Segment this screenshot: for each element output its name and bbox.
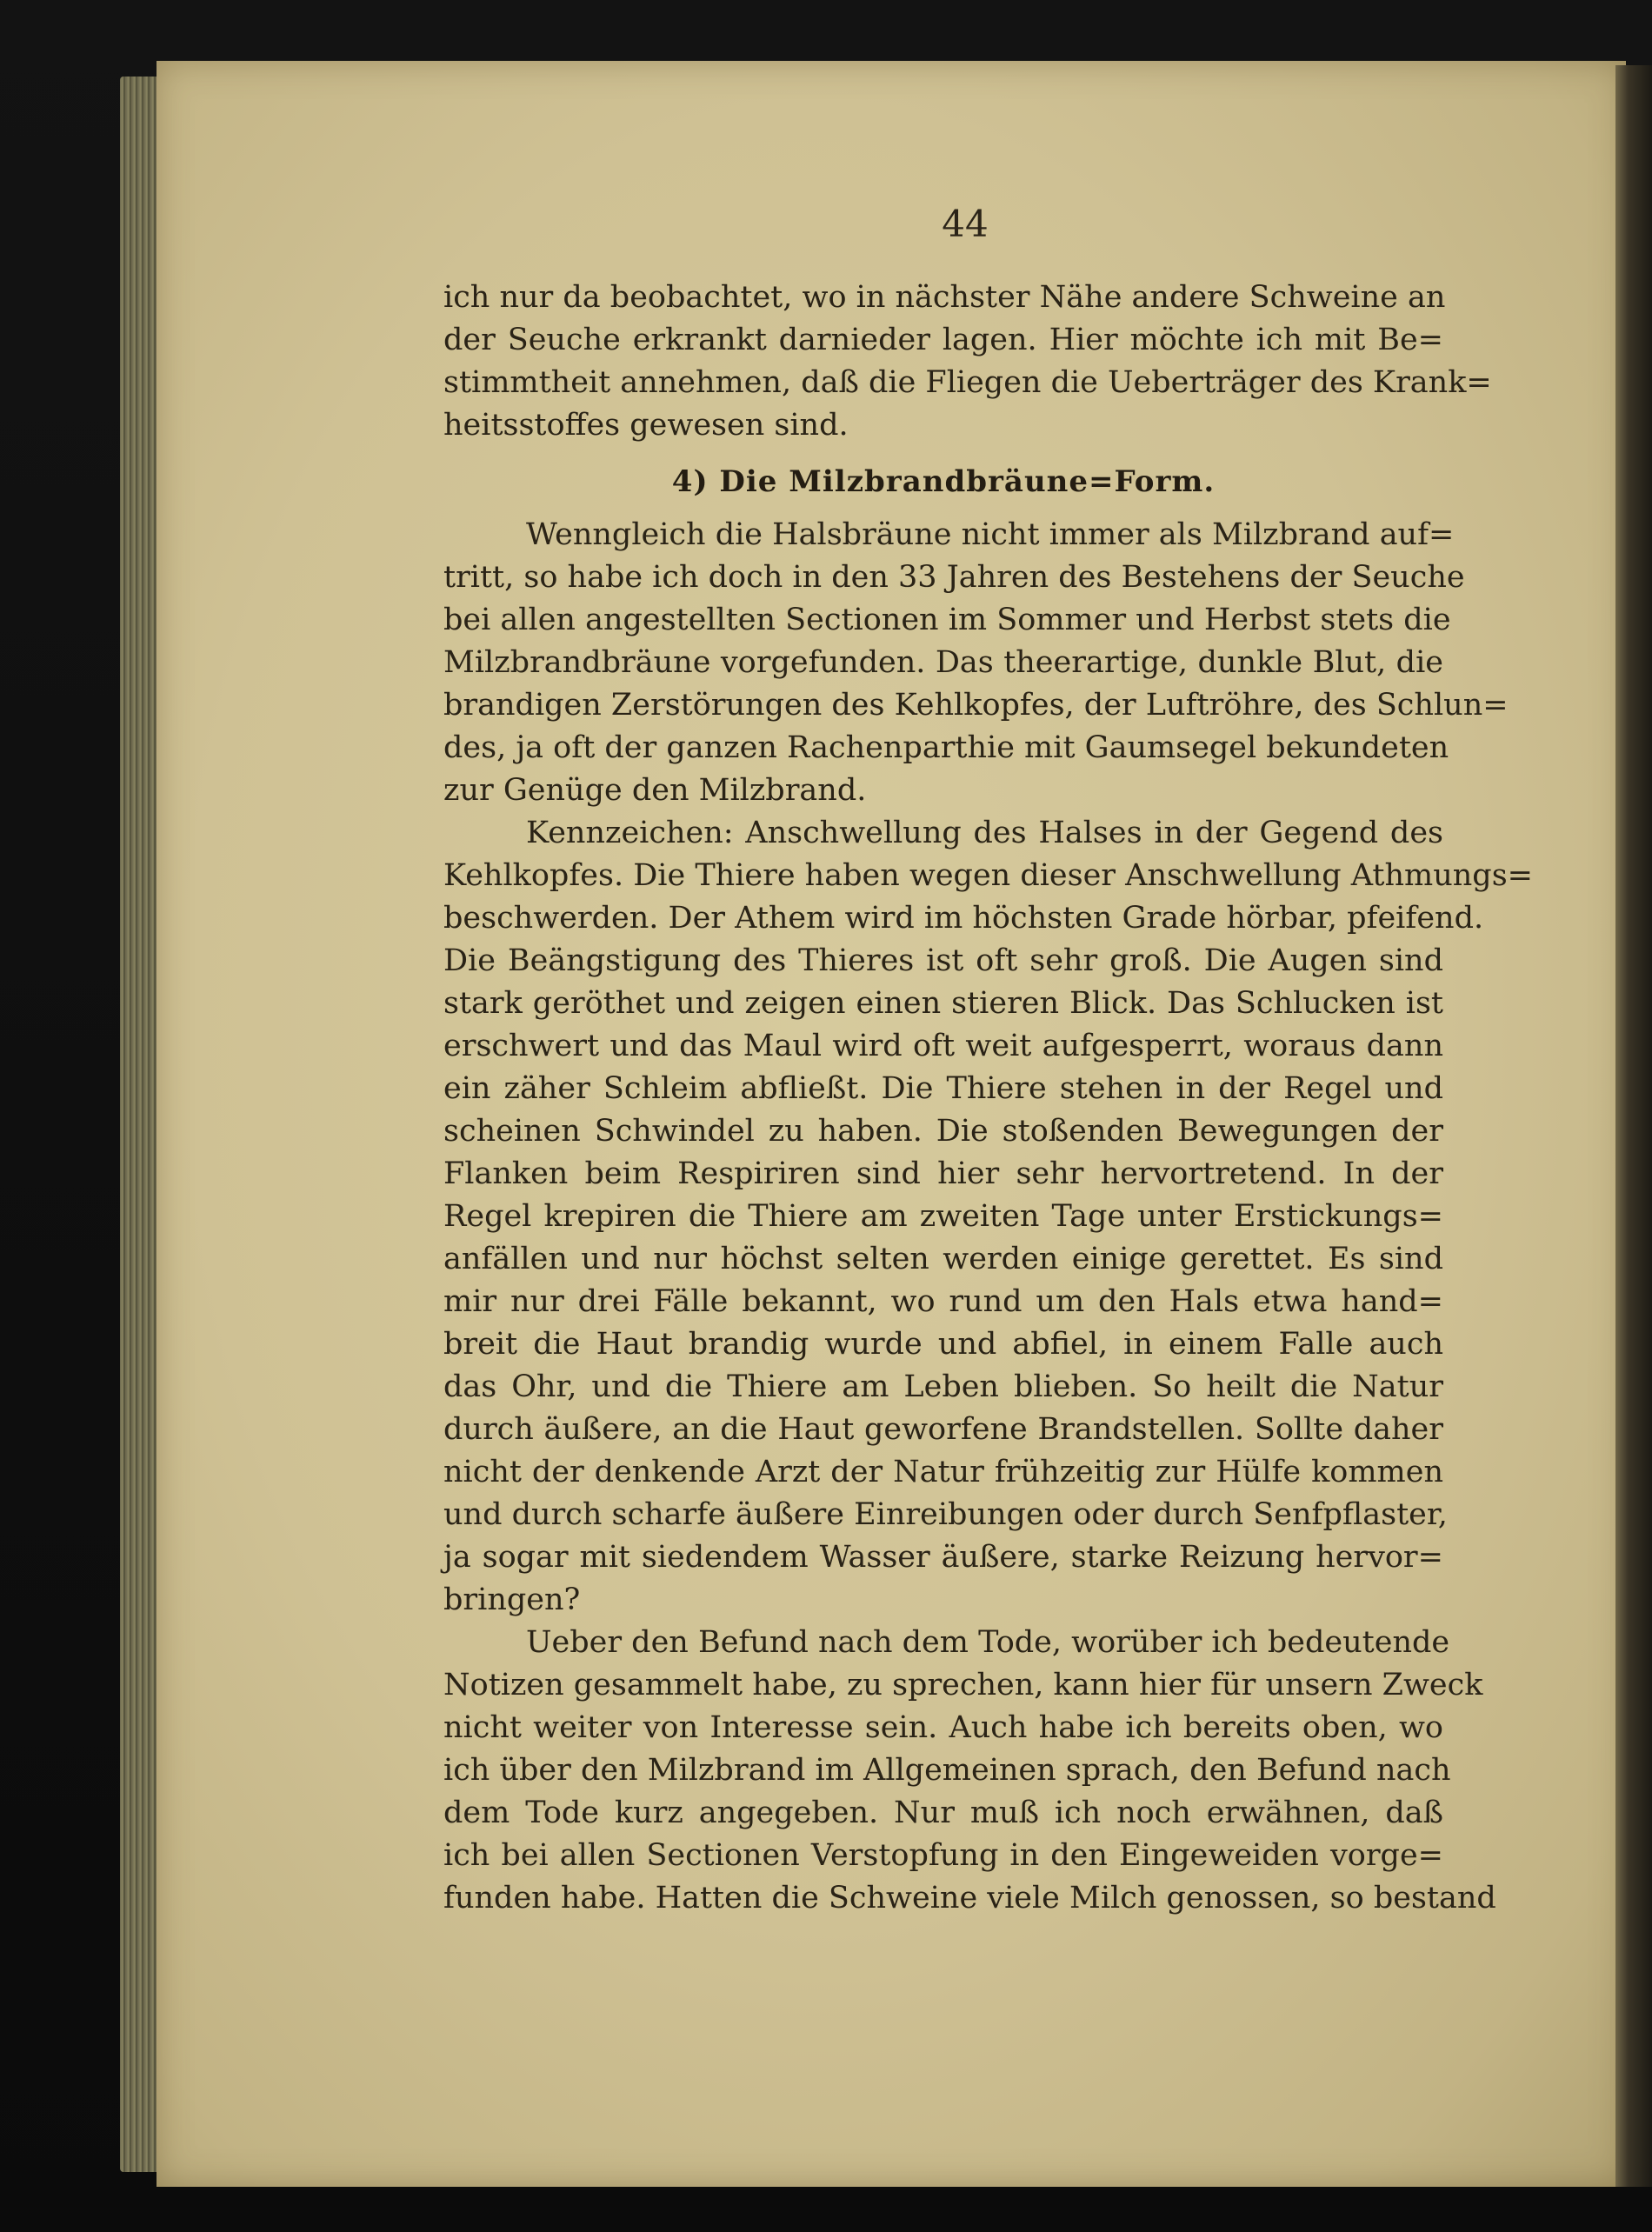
paragraph — [443, 277, 1492, 447]
text-line: das Ohr, und die Thiere am Leben blieben. So heilt die Natur — [443, 1369, 1443, 1404]
text-line: des, ja oft der ganzen Rachenparthie mit Gaumsegel bekundeten — [443, 730, 1449, 765]
text-line: stimmtheit annehmen, daß die Fliegen die Ueberträger des Krank= — [443, 365, 1492, 400]
text-line: der Seuche erkrankt darnieder lagen. Hier möchte ich mit Be= — [443, 323, 1443, 357]
section-heading: 4) Die Milzbrandbräune=Form. — [671, 464, 1216, 499]
text-line: brandigen Zerstörungen des Kehlkopfes, der Luftröhre, des Schlun= — [443, 688, 1509, 723]
text-line: ja sogar mit siedendem Wasser äußere, starke Reizung hervor= — [443, 1540, 1443, 1575]
text-line: mir nur drei Fälle bekannt, wo rund um den Hals etwa hand= — [443, 1284, 1443, 1319]
text-line: nicht der denkende Arzt der Natur frühzeitig zur Hülfe kommen — [443, 1455, 1443, 1489]
text-line: Kehlkopfes. Die Thiere haben wegen dieser Anschwellung Athmungs= — [443, 858, 1533, 893]
paragraph — [443, 812, 1533, 1622]
text-line: ein zäher Schleim abfließt. Die Thiere stehen in der Regel und — [443, 1071, 1443, 1106]
text-line: Flanken beim Respiriren sind hier sehr hervortretend. In der — [443, 1156, 1443, 1191]
page-number: 44 — [942, 203, 989, 245]
text-line: ich über den Milzbrand im Allgemeinen sprach, den Befund nach — [443, 1753, 1451, 1788]
book-gutter — [1615, 65, 1652, 2187]
text-line: funden habe. Hatten die Schweine viele Milch genossen, so bestand — [443, 1881, 1496, 1916]
text-line: zur Genüge den Milzbrand. — [443, 773, 867, 808]
text-line: dem Tode kurz angegeben. Nur muß ich noch erwähnen, daß — [443, 1796, 1443, 1830]
text-line: breit die Haut brandig wurde und abfiel, in einem Falle auch — [443, 1327, 1443, 1362]
text-line: scheinen Schwindel zu haben. Die stoßenden Bewegungen der — [443, 1114, 1443, 1149]
text-line: Milzbrandbräune vorgefunden. Das theerartige, dunkle Blut, die — [443, 645, 1443, 680]
text-line: stark geröthet und zeigen einen stieren Blick. Das Schlucken ist — [443, 986, 1443, 1021]
text-line: bei allen angestellten Sectionen im Sommer und Herbst stets die — [443, 603, 1451, 637]
paragraph — [443, 514, 1509, 812]
body-text — [443, 277, 1533, 1920]
text-line: ich nur da beobachtet, wo in nächster Nähe andere Schweine an — [443, 280, 1446, 315]
text-line: bringen? — [443, 1582, 581, 1617]
text-line: ich bei allen Sectionen Verstopfung in den Eingeweiden vorge= — [443, 1838, 1443, 1873]
text-line: und durch scharfe äußere Einreibungen oder durch Senfpflaster, — [443, 1497, 1448, 1532]
paragraph — [443, 1622, 1496, 1920]
paragraphs-main — [443, 514, 1533, 1920]
text-line: durch äußere, an die Haut geworfene Brandstellen. Sollte daher — [443, 1412, 1443, 1447]
text-line: erschwert und das Maul wird oft weit aufgesperrt, woraus dann — [443, 1029, 1443, 1063]
text-line: Notizen gesammelt habe, zu sprechen, kann hier für unsern Zweck — [443, 1668, 1483, 1702]
text-line: Regel krepiren die Thiere am zweiten Tage unter Erstickungs= — [443, 1199, 1443, 1234]
text-line: tritt, so habe ich doch in den 33 Jahren des Bestehens der Seuche — [443, 560, 1465, 595]
text-line: Ueber den Befund nach dem Tode, worüber ich bedeutende — [526, 1625, 1450, 1660]
paragraph-continued — [443, 277, 1492, 447]
text-line: nicht weiter von Interesse sein. Auch habe ich bereits oben, wo — [443, 1710, 1443, 1745]
text-line: Kennzeichen: Anschwellung des Halses in der Gegend des — [526, 816, 1443, 850]
text-line: Wenngleich die Halsbräune nicht immer als Milzbrand auf= — [526, 517, 1455, 552]
text-line: anfällen und nur höchst selten werden einige gerettet. Es sind — [443, 1242, 1443, 1276]
text-line: heitsstoffes gewesen sind. — [443, 408, 849, 443]
text-line: beschwerden. Der Athem wird im höchsten Grade hörbar, pfeifend. — [443, 901, 1484, 936]
text-line: Die Beängstigung des Thieres ist oft sehr groß. Die Augen sind — [443, 943, 1443, 978]
